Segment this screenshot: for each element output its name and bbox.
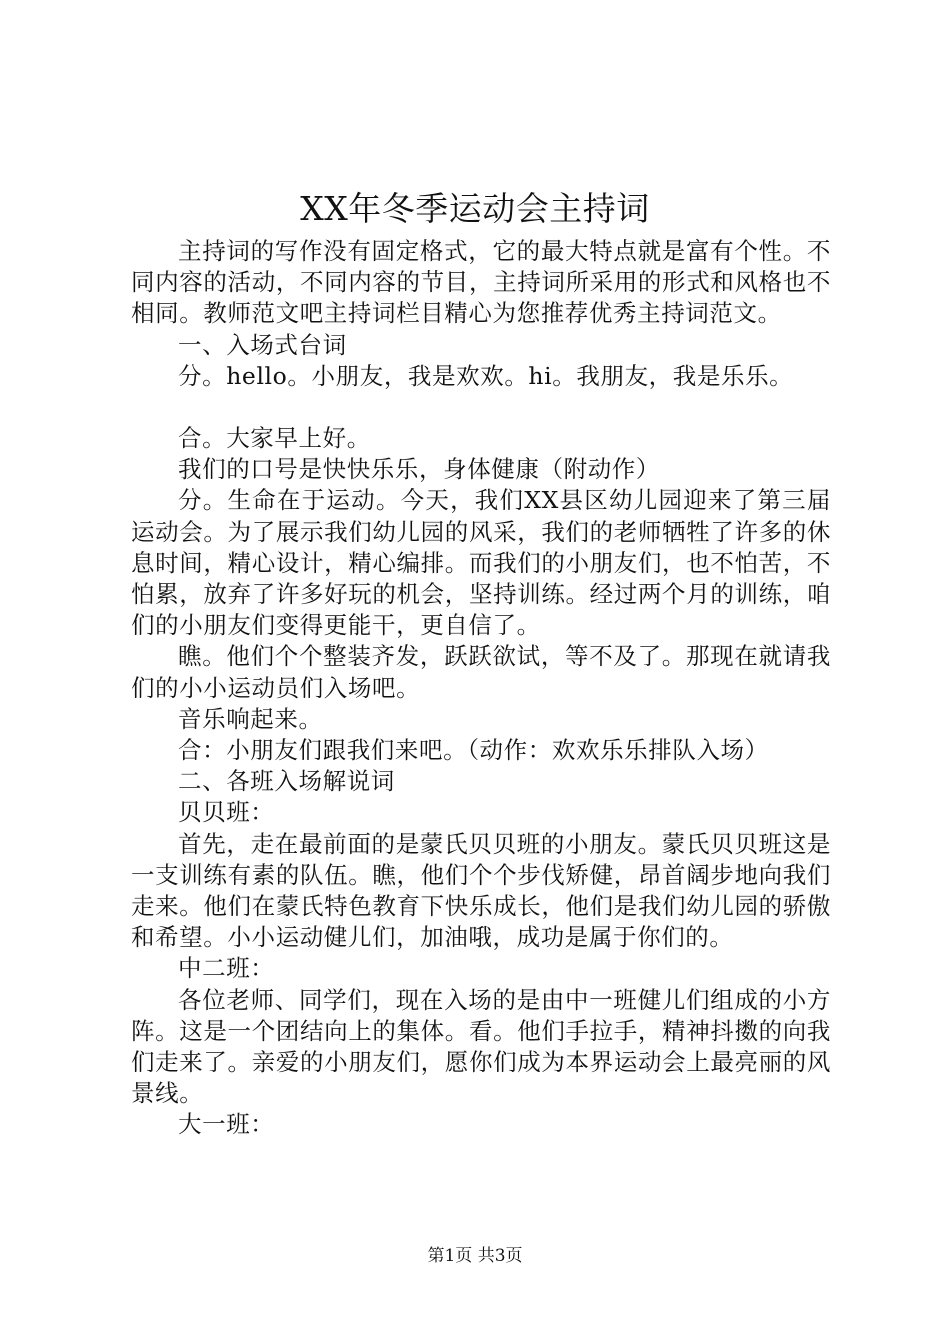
paragraph-beibei: 首先，走在最前面的是蒙氏贝贝班的小朋友。蒙氏贝贝班这是一支训练有素的队伍。瞧，他们个个步伐矫健，昂首阔步地向我们走来。他们在蒙氏特色教育下快乐成长，他们是我们幼儿园的骄傲和希望。小小运动健儿们，加油哦，成功是属于你们的。 xyxy=(131,829,831,952)
paragraph-intro: 主持词的写作没有固定格式，它的最大特点就是富有个性。不同内容的活动，不同内容的节目，主持词所采用的形式和风格也不相同。教师范文吧主持词栏目精心为您推荐优秀主持词范文。 xyxy=(131,237,831,328)
section-heading-entrance: 一、入场式台词 xyxy=(178,330,347,359)
section-heading-classes: 二、各班入场解说词 xyxy=(178,767,395,796)
paragraph-invite: 瞧。他们个个整装齐发，跃跃欲试，等不及了。那现在就请我们的小小运动员们入场吧。 xyxy=(131,642,831,702)
document-title: XX年冬季运动会主持词 xyxy=(300,189,650,228)
paragraph-music: 音乐响起来。 xyxy=(178,704,323,733)
class-label-dayi: 大一班： xyxy=(178,1110,275,1139)
page-footer: 第1页 共3页 xyxy=(427,1246,523,1266)
paragraph-follow: 合：小朋友们跟我们来吧。（动作：欢欢乐乐排队入场） xyxy=(178,736,769,765)
paragraph-sports-intro: 分。生命在于运动。今天，我们XX县区幼儿园迎来了第三届运动会。为了展示我们幼儿园的风采，我们的老师牺牲了许多的休息时间，精心设计，精心编排。而我们的小朋友们，也不怕苦，不怕累，放弃了许多好玩的机会，坚持训练。经过两个月的训练，咱们的小朋友们变得更能干，更自信了。 xyxy=(131,486,831,640)
paragraph-slogan: 我们的口号是快快乐乐，身体健康（附动作） xyxy=(178,455,660,484)
paragraph-greeting: 分。hello。小朋友，我是欢欢。hi。我朋友，我是乐乐。 xyxy=(178,361,794,390)
paragraph-together: 合。大家早上好。 xyxy=(178,424,371,453)
paragraph-zhonger: 各位老师、同学们，现在入场的是由中一班健儿们组成的小方阵。这是一个团结向上的集体。看。他们手拉手，精神抖擞的向我们走来了。亲爱的小朋友们，愿你们成为本界运动会上最亮丽的风景线。 xyxy=(131,985,831,1108)
class-label-beibei: 贝贝班： xyxy=(178,798,275,827)
document-body xyxy=(131,236,831,1141)
class-label-zhonger: 中二班： xyxy=(178,954,275,983)
